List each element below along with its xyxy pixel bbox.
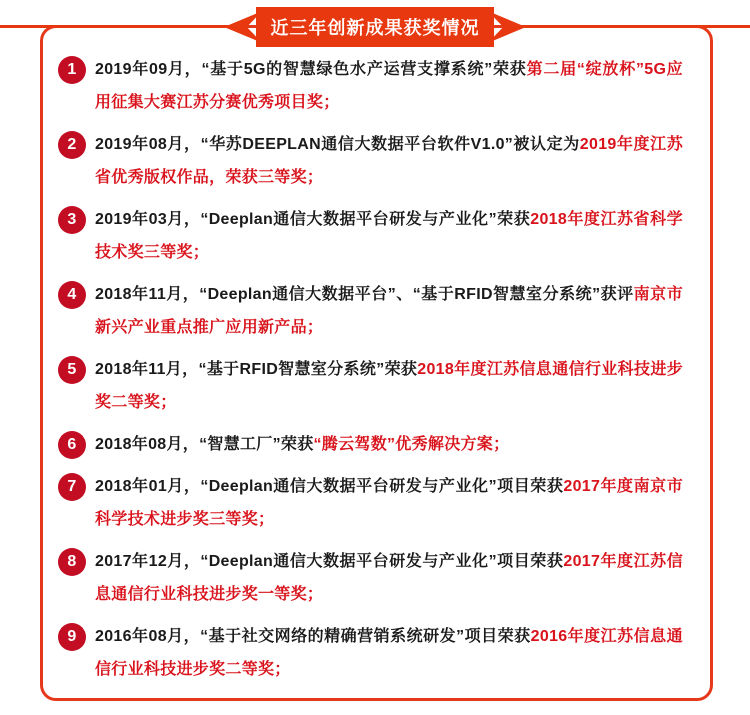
title-ribbon [0, 0, 750, 54]
item-number-badge: 5 [58, 356, 86, 384]
item-number-badge: 8 [58, 548, 86, 576]
award-description: 2019年03月，“Deeplan通信大数据平台研发与产业化”荣获 [95, 211, 531, 228]
award-item-2 [58, 128, 683, 194]
award-name-highlight: 2017年度江苏信息通信行业科技进步奖一等奖； [95, 553, 684, 603]
item-number-badge: 7 [58, 473, 86, 501]
award-name-highlight: 2018年度江苏省科学技术奖三等奖； [95, 211, 683, 261]
award-description: 2018年01月，“Deeplan通信大数据平台研发与产业化”项目荣获 [95, 478, 564, 495]
award-name-highlight: 2019年度江苏省优秀版权作品，荣获三等奖； [95, 136, 683, 186]
page-title: 近三年创新成果获奖情况 [256, 7, 494, 47]
award-name-highlight: “腾云驾数”优秀解决方案； [313, 436, 510, 453]
award-name-highlight: 第二届“绽放杯”5G应用征集大赛江苏分赛优秀项目奖； [95, 61, 683, 111]
award-item-7 [58, 470, 683, 536]
award-item-6 [58, 428, 683, 461]
award-item-4 [58, 278, 683, 344]
item-number-badge: 4 [58, 281, 86, 309]
award-name-highlight: 南京市新兴产业重点推广应用新产品； [95, 286, 683, 336]
award-name-highlight: 2016年度江苏信息通信行业科技进步奖二等奖； [95, 628, 683, 678]
award-item-9 [58, 620, 683, 686]
award-item-8 [58, 545, 683, 611]
award-description: 2018年11月，“Deeplan通信大数据平台”、“基于RFID智慧室分系统”获评 [95, 286, 634, 303]
ribbon-line-left [0, 25, 226, 28]
award-description: 2019年08月，“华苏DEEPLAN通信大数据平台软件V1.0”被认定为 [95, 136, 580, 153]
item-number-badge: 2 [58, 131, 86, 159]
item-number-badge: 3 [58, 206, 86, 234]
award-item-1 [58, 53, 683, 119]
item-number-badge: 1 [58, 56, 86, 84]
award-item-3 [58, 203, 683, 269]
award-description: 2018年11月，“基于RFID智慧室分系统”荣获 [95, 361, 418, 378]
award-description: 2016年08月，“基于社交网络的精确营销系统研发”项目荣获 [95, 628, 531, 645]
award-name-highlight: 2018年度江苏信息通信行业科技进步奖二等奖； [95, 361, 683, 411]
award-name-highlight: 2017年度南京市科学技术进步奖三等奖； [95, 478, 684, 528]
item-number-badge: 9 [58, 623, 86, 651]
ribbon-line-right [524, 25, 750, 28]
item-number-badge: 6 [58, 431, 86, 459]
award-list [58, 53, 683, 695]
award-item-5 [58, 353, 683, 419]
award-description: 2017年12月，“Deeplan通信大数据平台研发与产业化”项目荣获 [95, 553, 564, 570]
award-description: 2019年09月，“基于5G的智慧绿色水产运营支撑系统”荣获 [95, 61, 527, 78]
award-description: 2018年08月，“智慧工厂”荣获 [95, 436, 314, 453]
